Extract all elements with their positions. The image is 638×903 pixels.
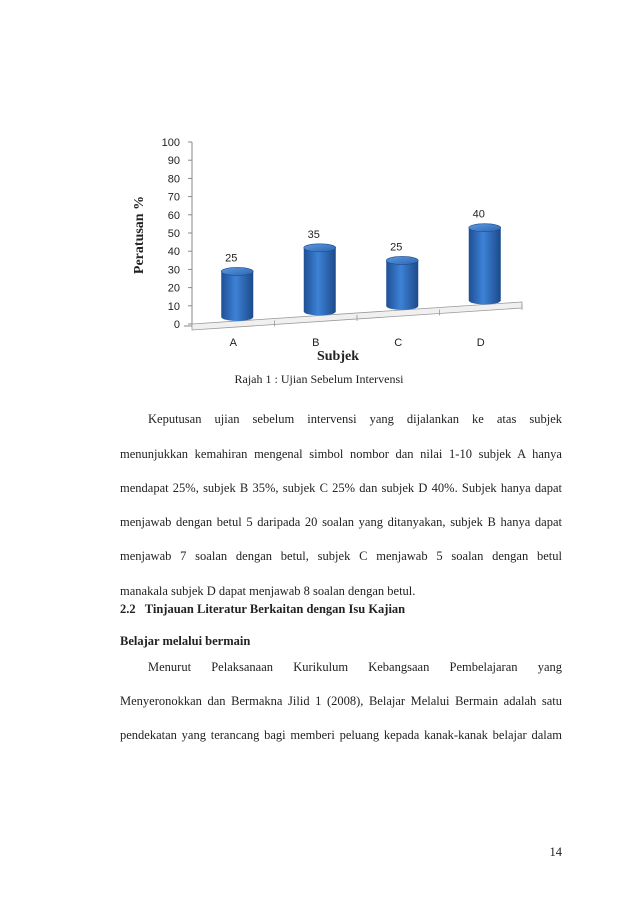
y-tick-label: 80 xyxy=(167,173,180,186)
paragraph-line: Menyeronokkan dan Bermakna Jilid 1 (2008), Belajar Melalui Bermain adalah satu xyxy=(120,694,562,708)
y-tick-label: 40 xyxy=(167,246,180,259)
paragraph-line: Menurut Pelaksanaan Kurikulum Kebangsaan Pembelajaran yang xyxy=(148,660,562,674)
bar xyxy=(469,228,501,305)
x-axis-label: Subjek xyxy=(316,349,360,364)
bar xyxy=(304,248,336,316)
paragraph-line: Keputusan ujian sebelum intervensi yang dijalankan ke atas subjek xyxy=(148,412,562,426)
x-category-label: D xyxy=(476,337,485,349)
y-tick-label: 100 xyxy=(161,137,180,149)
y-tick-label: 50 xyxy=(167,228,180,240)
paragraph-line: mendapat 25%, subjek B 35%, subjek C 25% dan subjek D 40%. Subjek hanya dapat xyxy=(120,481,562,495)
bar-top xyxy=(304,244,336,252)
paragraph-line: manakala subjek D dapat menjawab 8 soalan dengan betul. xyxy=(120,584,416,598)
y-tick-label: 0 xyxy=(173,319,180,331)
bar-top xyxy=(386,256,418,264)
x-category-label: C xyxy=(394,337,403,349)
data-label: 25 xyxy=(225,252,238,265)
page-number: 14 xyxy=(549,845,562,859)
paragraph-line: menjawab 7 soalan dengan betul, subjek C menjawab 5 soalan dengan betul xyxy=(120,549,562,563)
y-tick-label: 30 xyxy=(167,264,180,277)
y-tick-label: 10 xyxy=(167,300,180,313)
paragraph-line: menjawab dengan betul 5 daripada 20 soalan yang ditanyakan, subjek B hanya dapat xyxy=(120,515,562,529)
bar xyxy=(221,271,253,321)
bar xyxy=(386,260,418,310)
y-axis-label: Peratusan % xyxy=(132,195,147,275)
y-tick-labels xyxy=(162,137,192,331)
paragraph-line: menunjukkan kemahiran mengenal simbol nombor dan nilai 1-10 subjek A hanya xyxy=(120,447,562,461)
data-label: 40 xyxy=(472,208,485,221)
x-category-label: A xyxy=(229,337,237,349)
bars xyxy=(221,209,501,321)
y-tick-label: 60 xyxy=(167,209,180,222)
x-category-label: B xyxy=(312,337,320,349)
data-label: 25 xyxy=(390,241,403,254)
bar-top xyxy=(469,224,501,232)
y-tick-label: 70 xyxy=(167,191,180,204)
y-tick-label: 20 xyxy=(167,282,180,295)
data-label: 35 xyxy=(307,228,320,241)
y-tick-label: 90 xyxy=(167,155,180,168)
figure-caption: Rajah 1 : Ujian Sebelum Intervensi xyxy=(234,372,404,386)
bar-top xyxy=(221,267,253,275)
paragraph-line: pendekatan yang terancang bagi memberi peluang kepada kanak-kanak belajar dalam xyxy=(120,728,562,742)
subheading: Belajar melalui bermain xyxy=(120,634,251,648)
bar-chart xyxy=(0,0,638,370)
section-heading: 2.2 Tinjauan Literatur Berkaitan dengan Isu Kajian xyxy=(120,602,406,616)
